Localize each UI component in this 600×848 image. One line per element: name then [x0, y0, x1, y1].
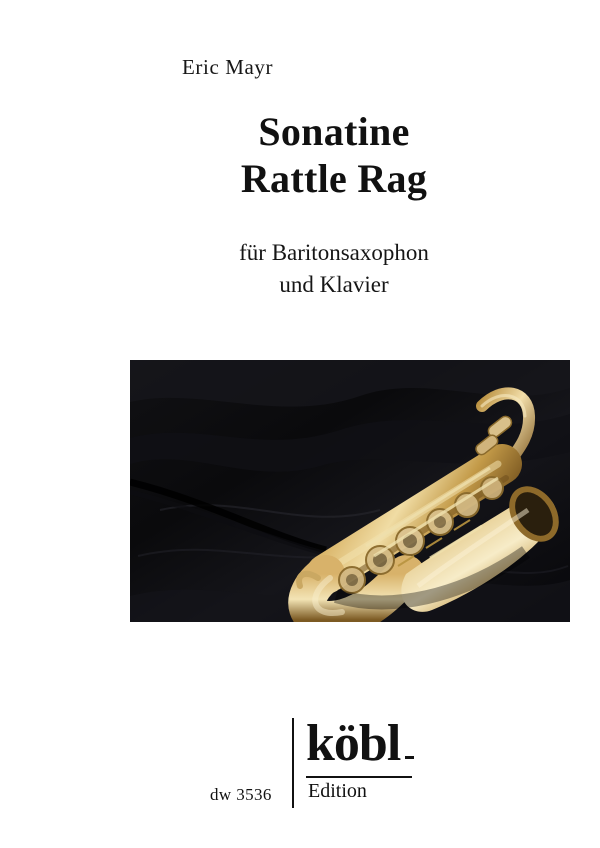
publisher-name: köbl	[306, 715, 401, 772]
logo-underline-rule	[306, 776, 412, 778]
publisher-logo	[306, 715, 416, 808]
title-block	[0, 108, 600, 202]
cover-photo	[130, 360, 570, 622]
subtitle-line-2: und Klavier	[279, 271, 389, 297]
title-line-2: Rattle Rag	[240, 156, 428, 202]
catalogue-number: dw 3536	[210, 785, 272, 804]
logo-divider-rule	[292, 718, 294, 808]
subtitle-block	[0, 237, 600, 300]
logo-tick-mark	[405, 756, 414, 759]
title-line-1: Sonatine	[258, 109, 410, 154]
saxophone-photo-illustration	[130, 360, 570, 622]
subtitle-line-1: für Baritonsaxophon	[239, 240, 429, 265]
composer-name: Eric Mayr	[182, 55, 274, 79]
publisher-tagline: Edition	[308, 780, 367, 802]
